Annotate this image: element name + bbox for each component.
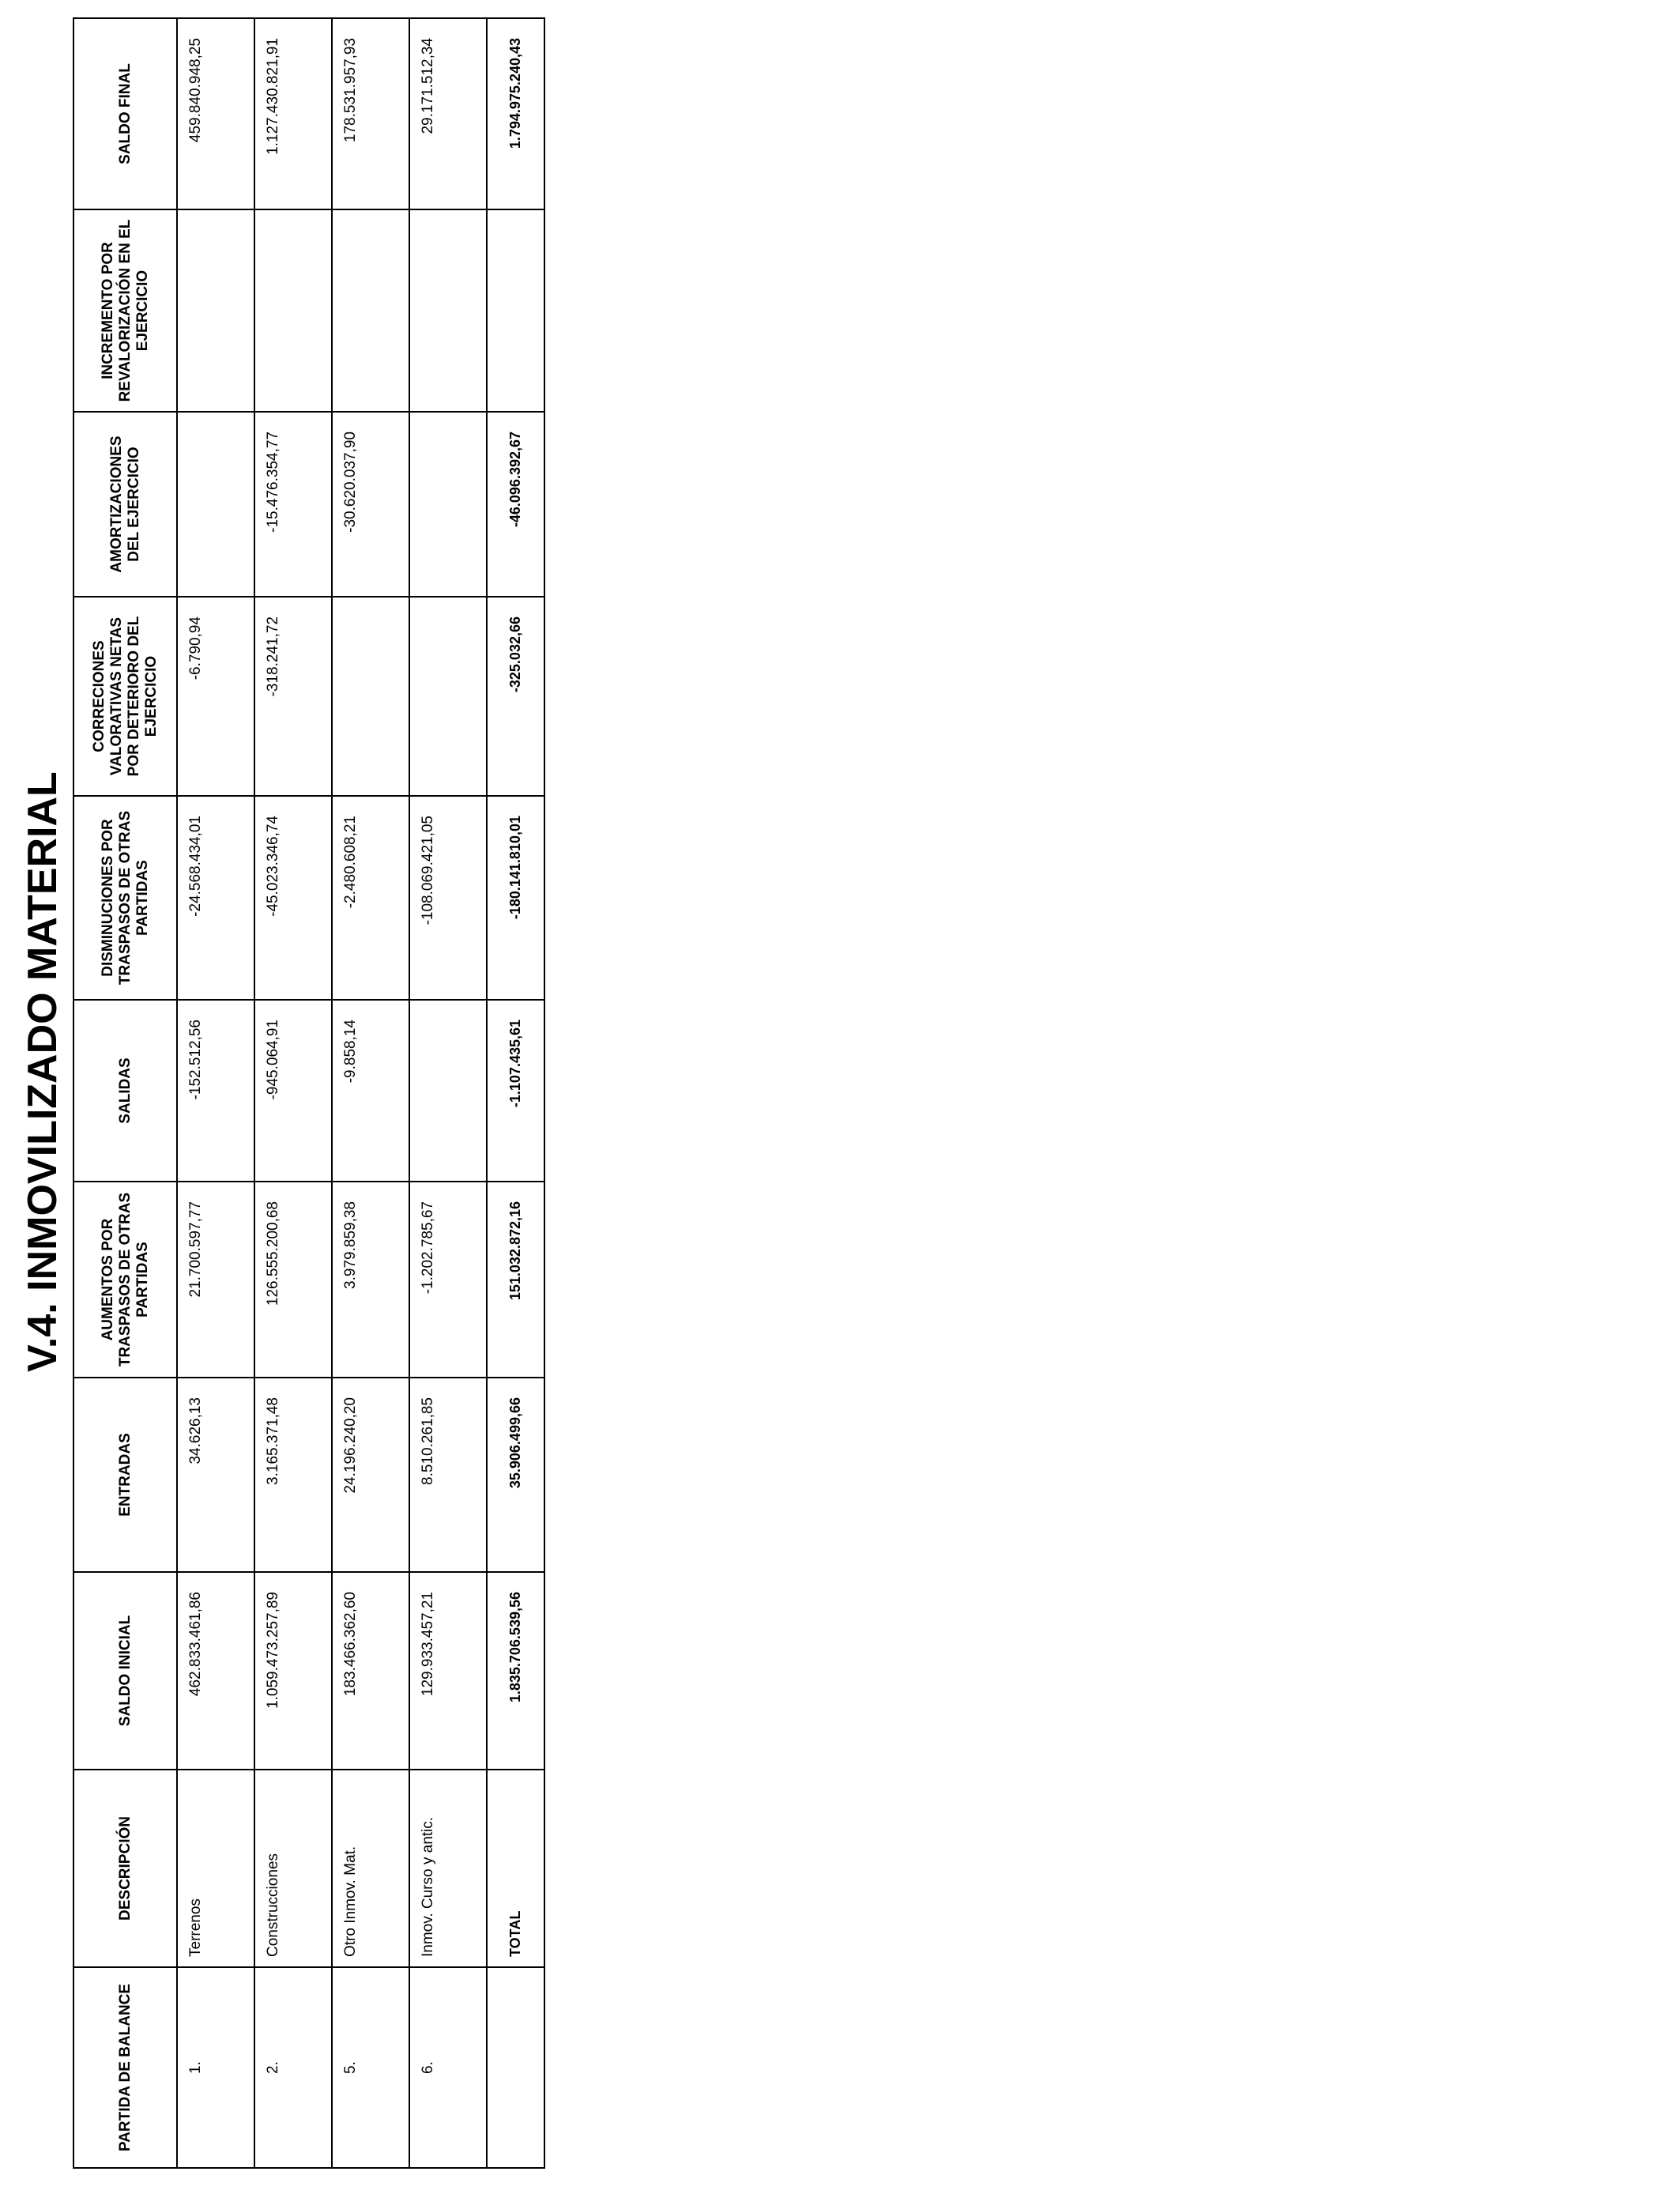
page-title: V.4. INMOVILIZADO MATERIAL [20,771,66,1372]
cell-aumentos: 21.700.597,77 [177,1182,254,1378]
cell-saldo-inicial: 183.466.362,60 [332,1572,409,1770]
header-aumentos: AUMENTOS POR TRASPASOS DE OTRAS PARTIDAS [73,1182,177,1378]
cell-saldo-final: 178.531.957,93 [332,18,409,209]
cell-salidas: -945.064,91 [254,1000,332,1182]
cell-descripcion: Construcciones [254,1770,332,1967]
cell-saldo-final: 459.840.948,25 [177,18,254,209]
total-amortizaciones: -46.096.392,67 [487,412,544,597]
cell-total-empty [487,1967,544,2168]
total-entradas: 35.906.499,66 [487,1378,544,1572]
total-label: TOTAL [487,1770,544,1967]
cell-incremento [254,209,332,412]
total-aumentos: 151.032.872,16 [487,1182,544,1378]
cell-saldo-final: 29.171.512,34 [409,18,487,209]
header-disminuciones: DISMINUCIONES POR TRASPASOS DE OTRAS PARTIDAS [73,796,177,1000]
cell-salidas [409,1000,487,1182]
cell-amortizaciones: -30.620.037,90 [332,412,409,597]
cell-disminuciones: -108.069.421,05 [409,796,487,1000]
header-entradas: ENTRADAS [73,1378,177,1572]
header-saldo-inicial: SALDO INICIAL [73,1572,177,1770]
total-saldo-inicial: 1.835.706.539,56 [487,1572,544,1770]
total-correcciones: -325.032,66 [487,597,544,796]
cell-salidas: -9.858,14 [332,1000,409,1182]
total-saldo-final: 1.794.975.240,43 [487,18,544,209]
header-incremento: INCREMENTO POR REVALORIZACIÓN EN EL EJERCICIO [73,209,177,412]
cell-correcciones [409,597,487,796]
inmovilizado-table [73,17,545,2169]
cell-entradas: 24.196.240,20 [332,1378,409,1572]
cell-entradas: 8.510.261,85 [409,1378,487,1572]
cell-saldo-inicial: 1.059.473.257,89 [254,1572,332,1770]
cell-aumentos: -1.202.785,67 [409,1182,487,1378]
total-disminuciones: -180.141.810,01 [487,796,544,1000]
cell-disminuciones: -24.568.434,01 [177,796,254,1000]
header-saldo-final: SALDO FINAL [73,18,177,209]
cell-incremento [177,209,254,412]
header-row [73,18,177,2168]
cell-salidas: -152.512,56 [177,1000,254,1182]
header-amortizaciones: AMORTIZACIONES DEL EJERCICIO [73,412,177,597]
cell-amortizaciones [409,412,487,597]
cell-amortizaciones: -15.476.354,77 [254,412,332,597]
header-descripcion: DESCRIPCIÓN [73,1770,177,1967]
header-correcciones: CORRECIONES VALORATIVAS NETAS POR DETERIORO DEL EJERCICIO [73,597,177,796]
table-row [177,18,254,2168]
cell-incremento [409,209,487,412]
cell-partida: 6. [409,1967,487,2168]
cell-disminuciones: -2.480.608,21 [332,796,409,1000]
cell-entradas: 3.165.371,48 [254,1378,332,1572]
table-row [254,18,332,2168]
cell-partida: 1. [177,1967,254,2168]
cell-correcciones: -6.790,94 [177,597,254,796]
total-salidas: -1.107.435,61 [487,1000,544,1182]
header-partida: PARTIDA DE BALANCE [73,1967,177,2168]
cell-amortizaciones [177,412,254,597]
total-incremento [487,209,544,412]
total-row [487,18,544,2168]
cell-disminuciones: -45.023.346,74 [254,796,332,1000]
cell-incremento [332,209,409,412]
cell-correcciones [332,597,409,796]
cell-descripcion: Otro Inmov. Mat. [332,1770,409,1967]
cell-aumentos: 3.979.859,38 [332,1182,409,1378]
cell-saldo-final: 1.127.430.821,91 [254,18,332,209]
cell-descripcion: Terrenos [177,1770,254,1967]
table-row [409,18,487,2168]
cell-partida: 5. [332,1967,409,2168]
cell-correcciones: -318.241,72 [254,597,332,796]
cell-entradas: 34.626,13 [177,1378,254,1572]
header-salidas: SALIDAS [73,1000,177,1182]
cell-aumentos: 126.555.200,68 [254,1182,332,1378]
table-row [332,18,409,2168]
cell-saldo-inicial: 129.933.457,21 [409,1572,487,1770]
cell-saldo-inicial: 462.833.461,86 [177,1572,254,1770]
cell-partida: 2. [254,1967,332,2168]
cell-descripcion: Inmov. Curso y antic. [409,1770,487,1967]
